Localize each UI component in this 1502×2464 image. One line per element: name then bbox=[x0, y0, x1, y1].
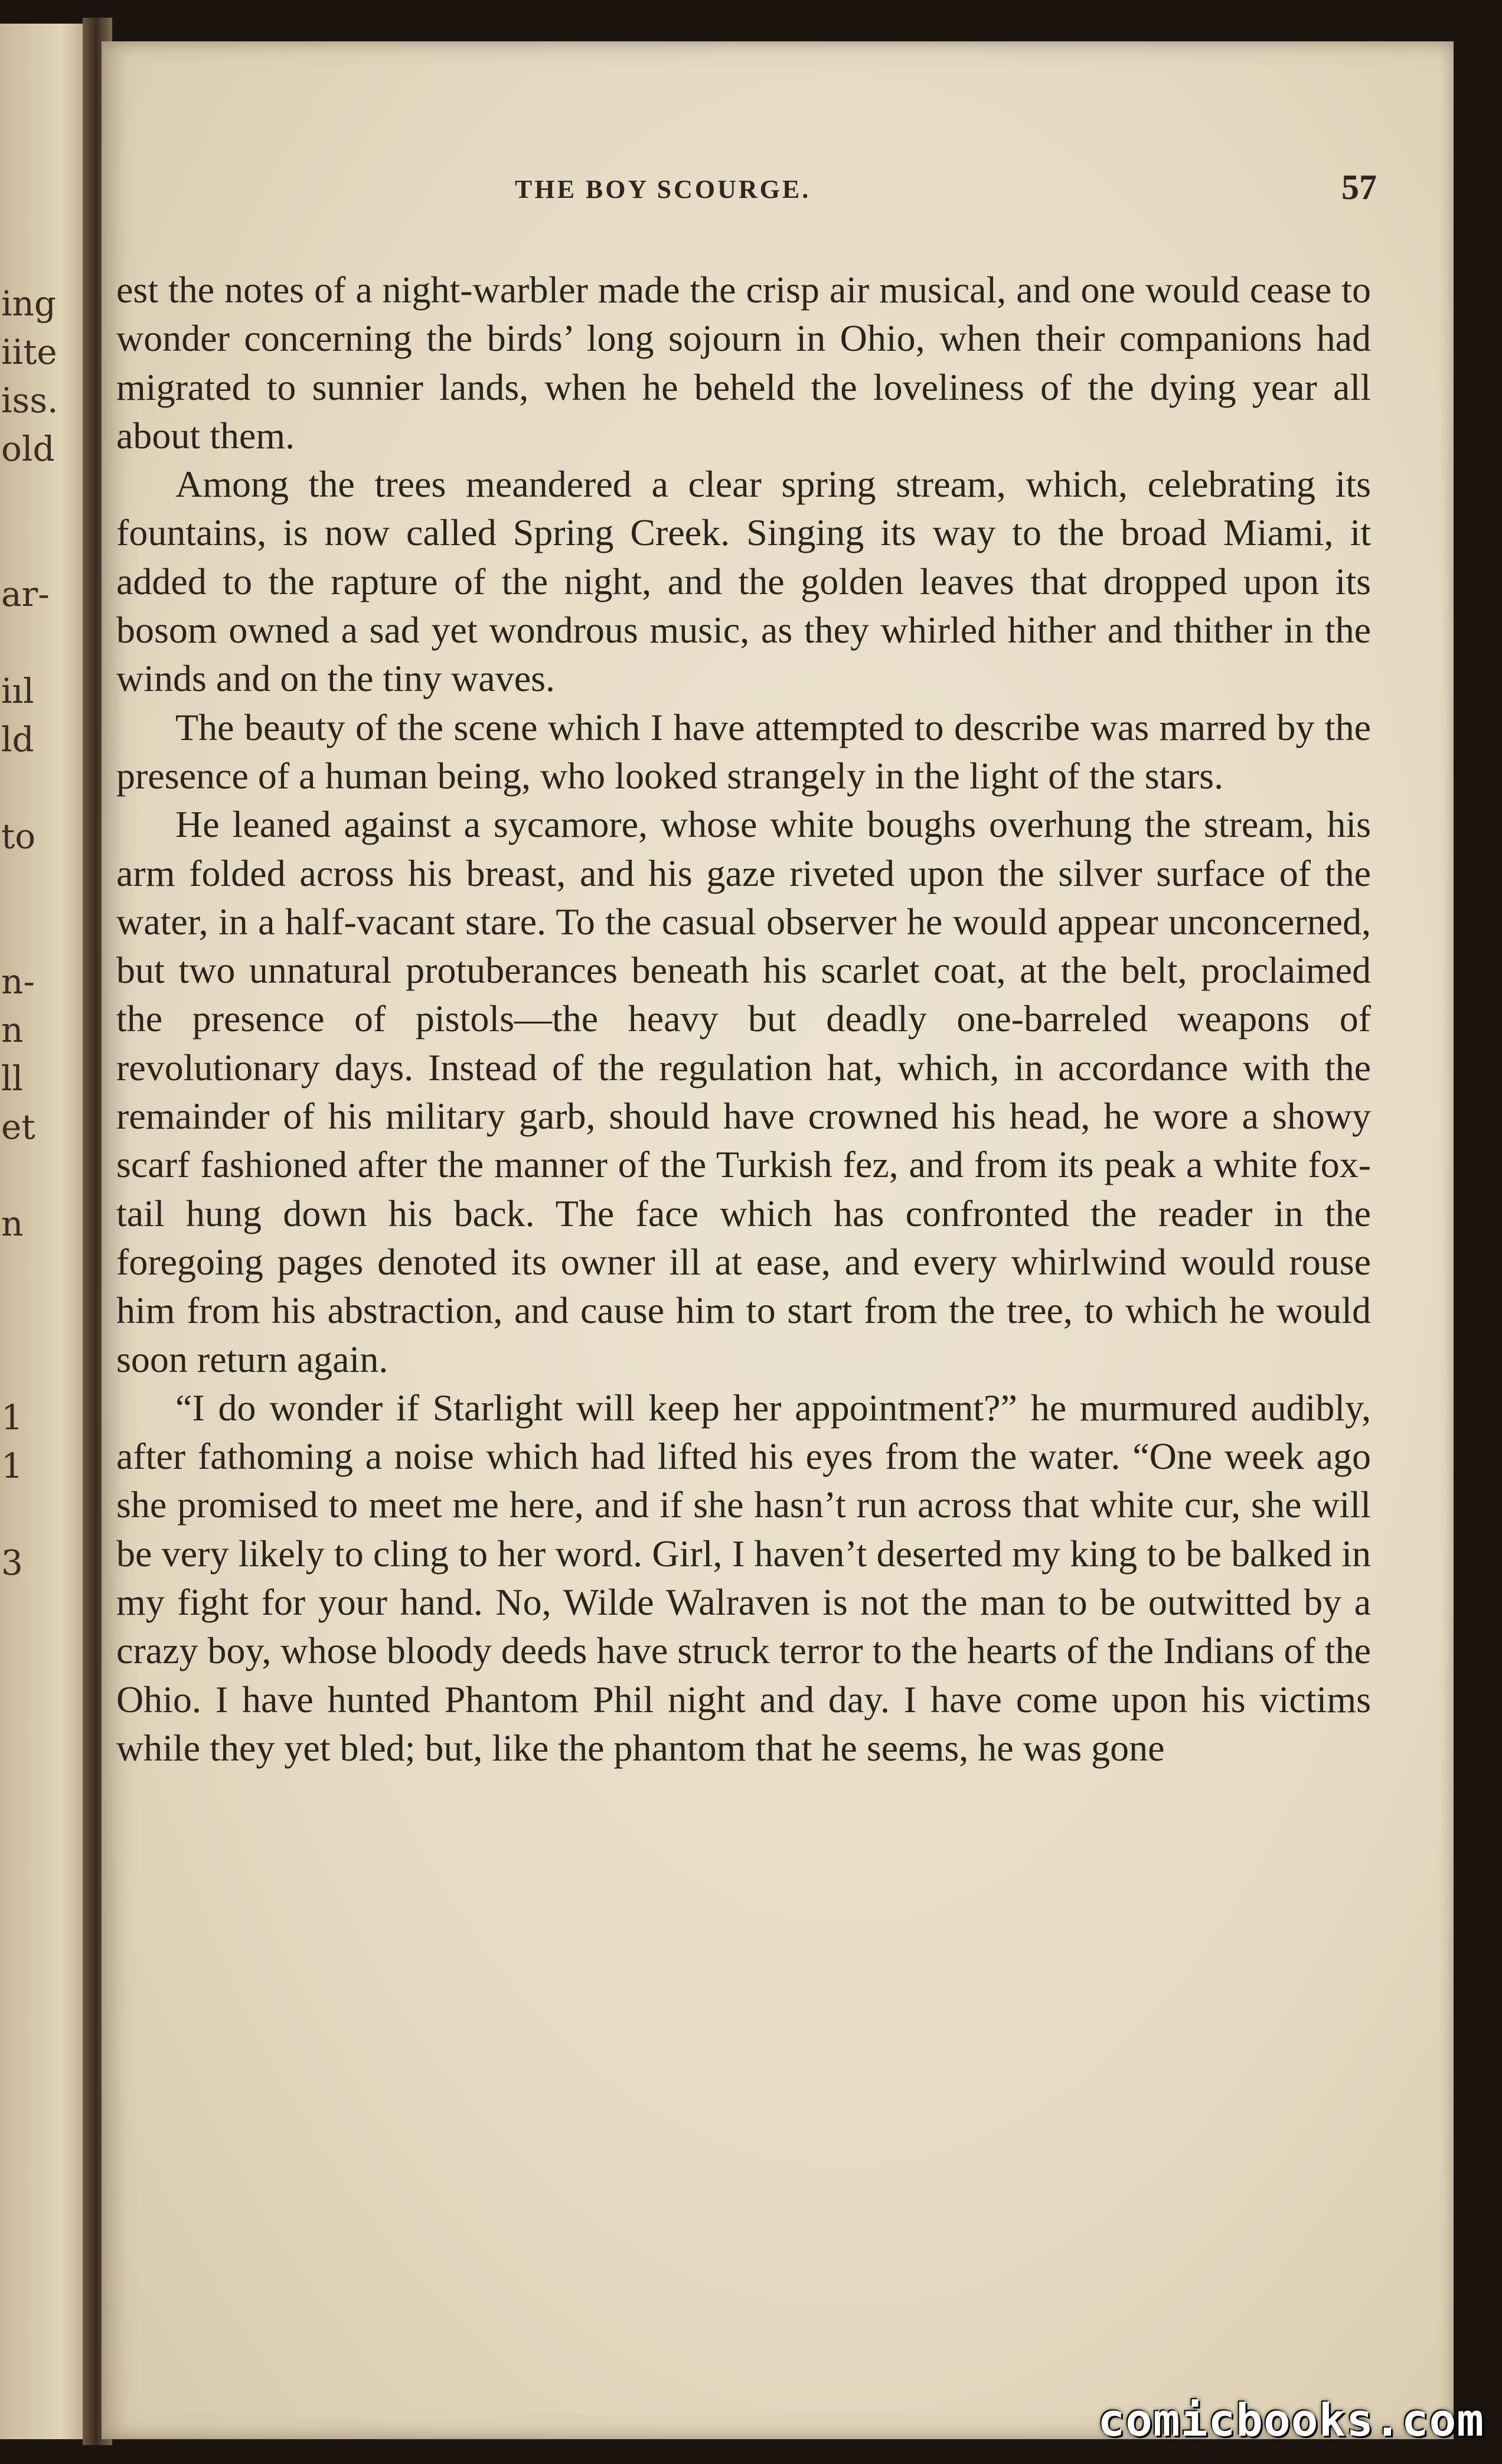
previous-page-fragment: old bbox=[1, 429, 55, 469]
previous-page-fragment: 1 bbox=[1, 1397, 23, 1438]
previous-page-fragment: n- bbox=[1, 962, 35, 1002]
running-title: THE BOY SCOURGE. bbox=[515, 175, 811, 204]
book-page bbox=[102, 41, 1454, 2439]
previous-page-fragment: ld bbox=[1, 719, 34, 760]
paragraph-1: est the notes of a night-warbler made the crisp air musical, and one would cease to wonder concerning the birds’ long sojourn in Ohio, when their companions had migrated to sunnier lands, when he beheld the loveliness of the dying year all about them. bbox=[116, 269, 1371, 457]
paragraph-3: The beauty of the scene which I have attempted to describe was marred by the presence of a human being, who looked strangely in the light of the stars. bbox=[116, 706, 1371, 797]
previous-page-fragment: n bbox=[1, 1010, 24, 1050]
running-head bbox=[102, 168, 1454, 216]
previous-page-fragment: ar- bbox=[1, 574, 50, 614]
previous-page-fragment: to bbox=[1, 816, 36, 856]
watermark: comicbooks.com bbox=[1098, 2394, 1484, 2446]
previous-page-fragment: ing bbox=[1, 283, 57, 324]
previous-page-fragment: 3 bbox=[1, 1543, 23, 1583]
previous-page-fragment: 1 bbox=[1, 1446, 23, 1486]
previous-page-fragment: et bbox=[1, 1107, 35, 1147]
paragraph-4: He leaned against a sycamore, whose white boughs overhung the stream, his arm folded across his breast, and his gaze riveted upon the silver surface of the water, in a half-vacant stare. To the casual observer he would appear unconcerned, but two unnatural protuberances beneath his scarlet coat, at the belt, proclaimed the presence of pistols—the heavy but deadly one-barreled weapons of revolutionary days. Instead of the regulation hat, which, in accordance with the remainder of his military garb, should have crowned his head, he wore a showy scarf fashioned after the manner of the Turkish fez, and from its peak a white fox-tail hung down his back. The face which has confronted the reader in the foregoing pages denoted its owner ill at ease, and every whirlwind would rouse him from his abstraction, and cause him to start from the tree, to which he would soon return again. bbox=[116, 803, 1371, 1380]
paragraph-2: Among the trees meandered a clear spring stream, which, celebrating its fountains, is now called Spring Creek. Singing its way to the broad Miami, it added to the rapture of the night, and the golden leaves that dropped upon its bosom owned a sad yet wondrous music, as they whirled hither and thither in the winds and on the tiny waves. bbox=[116, 463, 1371, 700]
previous-page-fragment: iite bbox=[1, 332, 57, 372]
previous-page-fragment: iss. bbox=[1, 380, 58, 421]
previous-page-fragment: n bbox=[1, 1204, 24, 1244]
previous-page-fragment: iıl bbox=[1, 671, 34, 711]
previous-page-edge bbox=[0, 24, 89, 2439]
body-text bbox=[116, 266, 1371, 1772]
paragraph-5: “I do wonder if Starlight will keep her appointment?” he murmured audibly, after fathoming a noise which had lifted his eyes from the water. “One week ago she promised to meet me here, and if she hasn’t run across that white cur, she will be very likely to cling to her word. Girl, I haven’t deserted my king to be balked in my fight for your hand. No, Wilde Walraven is not the man to be outwitted by a crazy boy, whose bloody deeds have struck terror to the hearts of the Indians of the Ohio. I have hunted Phantom Phil night and day. I have come upon his victims while they yet bled; but, like the phantom that he seems, he was gone bbox=[116, 1386, 1371, 1769]
previous-page-fragment: ll bbox=[1, 1058, 24, 1099]
page-number: 57 bbox=[1341, 168, 1377, 207]
